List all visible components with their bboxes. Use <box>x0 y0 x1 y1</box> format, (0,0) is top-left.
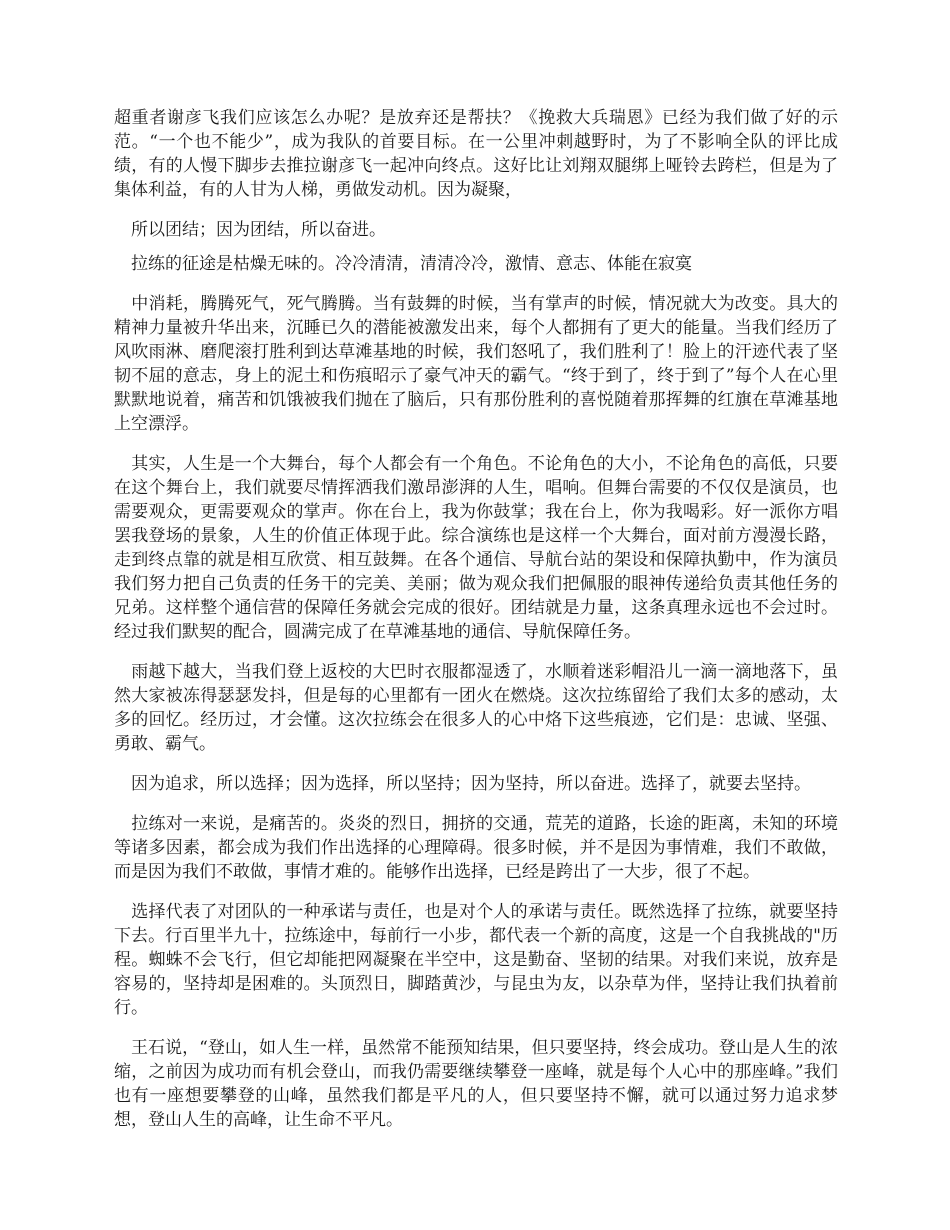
paragraph-8: 拉练对一来说，是痛苦的。炎炎的烈日，拥挤的交通，荒芜的道路，长途的距离，未知的环境等诸多因素，都会成为我们作出选择的心理障碍。很多时候，并不是因为事情难，我们不敢做，而是因为我们不敢做，事情才难的。能够作出选择，已经是跨出了一大步，很了不起。 <box>114 814 838 882</box>
paragraph-6: 雨越下越大，当我们登上返校的大巴时衣服都湿透了，水顺着迷彩帽沿儿一滴一滴地落下，虽然大家被冻得瑟瑟发抖，但是每的心里都有一团火在燃烧。这次拉练留给了我们太多的感动，太多的回忆。经历过，才会懂。这次拉练会在很多人的心中烙下这些痕迹，它们是：忠诚、坚强、勇敢、霸气。 <box>114 662 838 754</box>
paragraph-2: 所以团结；因为团结，所以奋进。 <box>114 220 386 240</box>
paragraph-1: 超重者谢彦飞我们应该怎么办呢？是放弃还是帮扶？《挽救大兵瑞恩》已经为我们做了好的示范。“一个也不能少”，成为我队的首要目标。在一公里冲刺越野时，为了不影响全队的评比成绩，有的人慢下脚步去推拉谢彦飞一起冲向终点。这好比让刘翔双腿绑上哑铃去跨栏，但是为了集体利益，有的人甘为人梯，勇做发动机。因为凝聚， <box>114 108 838 200</box>
paragraph-9: 选择代表了对团队的一种承诺与责任，也是对个人的承诺与责任。既然选择了拉练，就要坚持下去。行百里半九十，拉练途中，每前行一小步，都代表一个新的高度，这是一个自我挑战的"历程。蜘蛛不会飞行，但它却能把网凝聚在半空中，这是勤奋、坚韧的结果。对我们来说，放弃是容易的，坚持却是困难的。头顶烈日，脚踏黄沙，与昆虫为友，以杂草为伴，坚持让我们执着前行。 <box>114 902 838 1018</box>
paragraph-7: 因为追求，所以选择；因为选择，所以坚持；因为坚持，所以奋进。选择了，就要去坚持。 <box>114 774 811 794</box>
paragraph-4: 中消耗，腾腾死气，死气腾腾。当有鼓舞的时候，当有掌声的时候，情况就大为改变。具大的精神力量被升华出来，沉睡已久的潜能被激发出来，每个人都拥有了更大的能量。当我们经历了风吹雨淋、磨爬滚打胜利到达草滩基地的时候，我们怒吼了，我们胜利了！脸上的汗迹代表了坚韧不屈的意志，身上的泥土和伤痕昭示了豪气冲天的霸气。“终于到了，终于到了”每个人在心里默默地说着，痛苦和饥饿被我们抛在了脑后，只有那份胜利的喜悦随着那挥舞的红旗在草滩基地上空漂浮。 <box>114 294 838 434</box>
paragraph-3: 拉练的征途是枯燥无味的。冷冷清清，清清冷冷，激情、意志、体能在寂寞 <box>114 254 692 274</box>
document-body <box>114 106 838 1148</box>
paragraph-5: 其实，人生是一个大舞台，每个人都会有一个角色。不论角色的大小，不论角色的高低，只要在这个舞台上，我们就要尽情挥洒我们激昂澎湃的人生，唱响。但舞台需要的不仅仅是演员，也需要观众，更需要观众的掌声。你在台上，我为你鼓掌；我在台上，你为我喝彩。好一派你方唱罢我登场的景象，人生的价值正体现于此。综合演练也是这样一个大舞台，面对前方漫漫长路，走到终点靠的就是相互欣赏、相互鼓舞。在各个通信、导航台站的架设和保障执勤中，作为演员我们努力把自己负责的任务干的完美、美丽；做为观众我们把佩服的眼神传递给负责其他任务的兄弟。这样整个通信营的保障任务就会完成的很好。团结就是力量，这条真理永远也不会过时。经过我们默契的配合，圆满完成了在草滩基地的通信、导航保障任务。 <box>114 454 838 642</box>
paragraph-10: 王石说，“登山，如人生一样，虽然常不能预知结果，但只要坚持，终会成功。登山是人生的浓缩，之前因为成功而有机会登山，而我仍需要继续攀登一座峰，就是每个人心中的那座峰。”我们也有一座想要攀登的山峰，虽然我们都是平凡的人，但只要坚持不懈，就可以通过努力追求梦想，登山人生的高峰，让生命不平凡。 <box>114 1038 838 1130</box>
